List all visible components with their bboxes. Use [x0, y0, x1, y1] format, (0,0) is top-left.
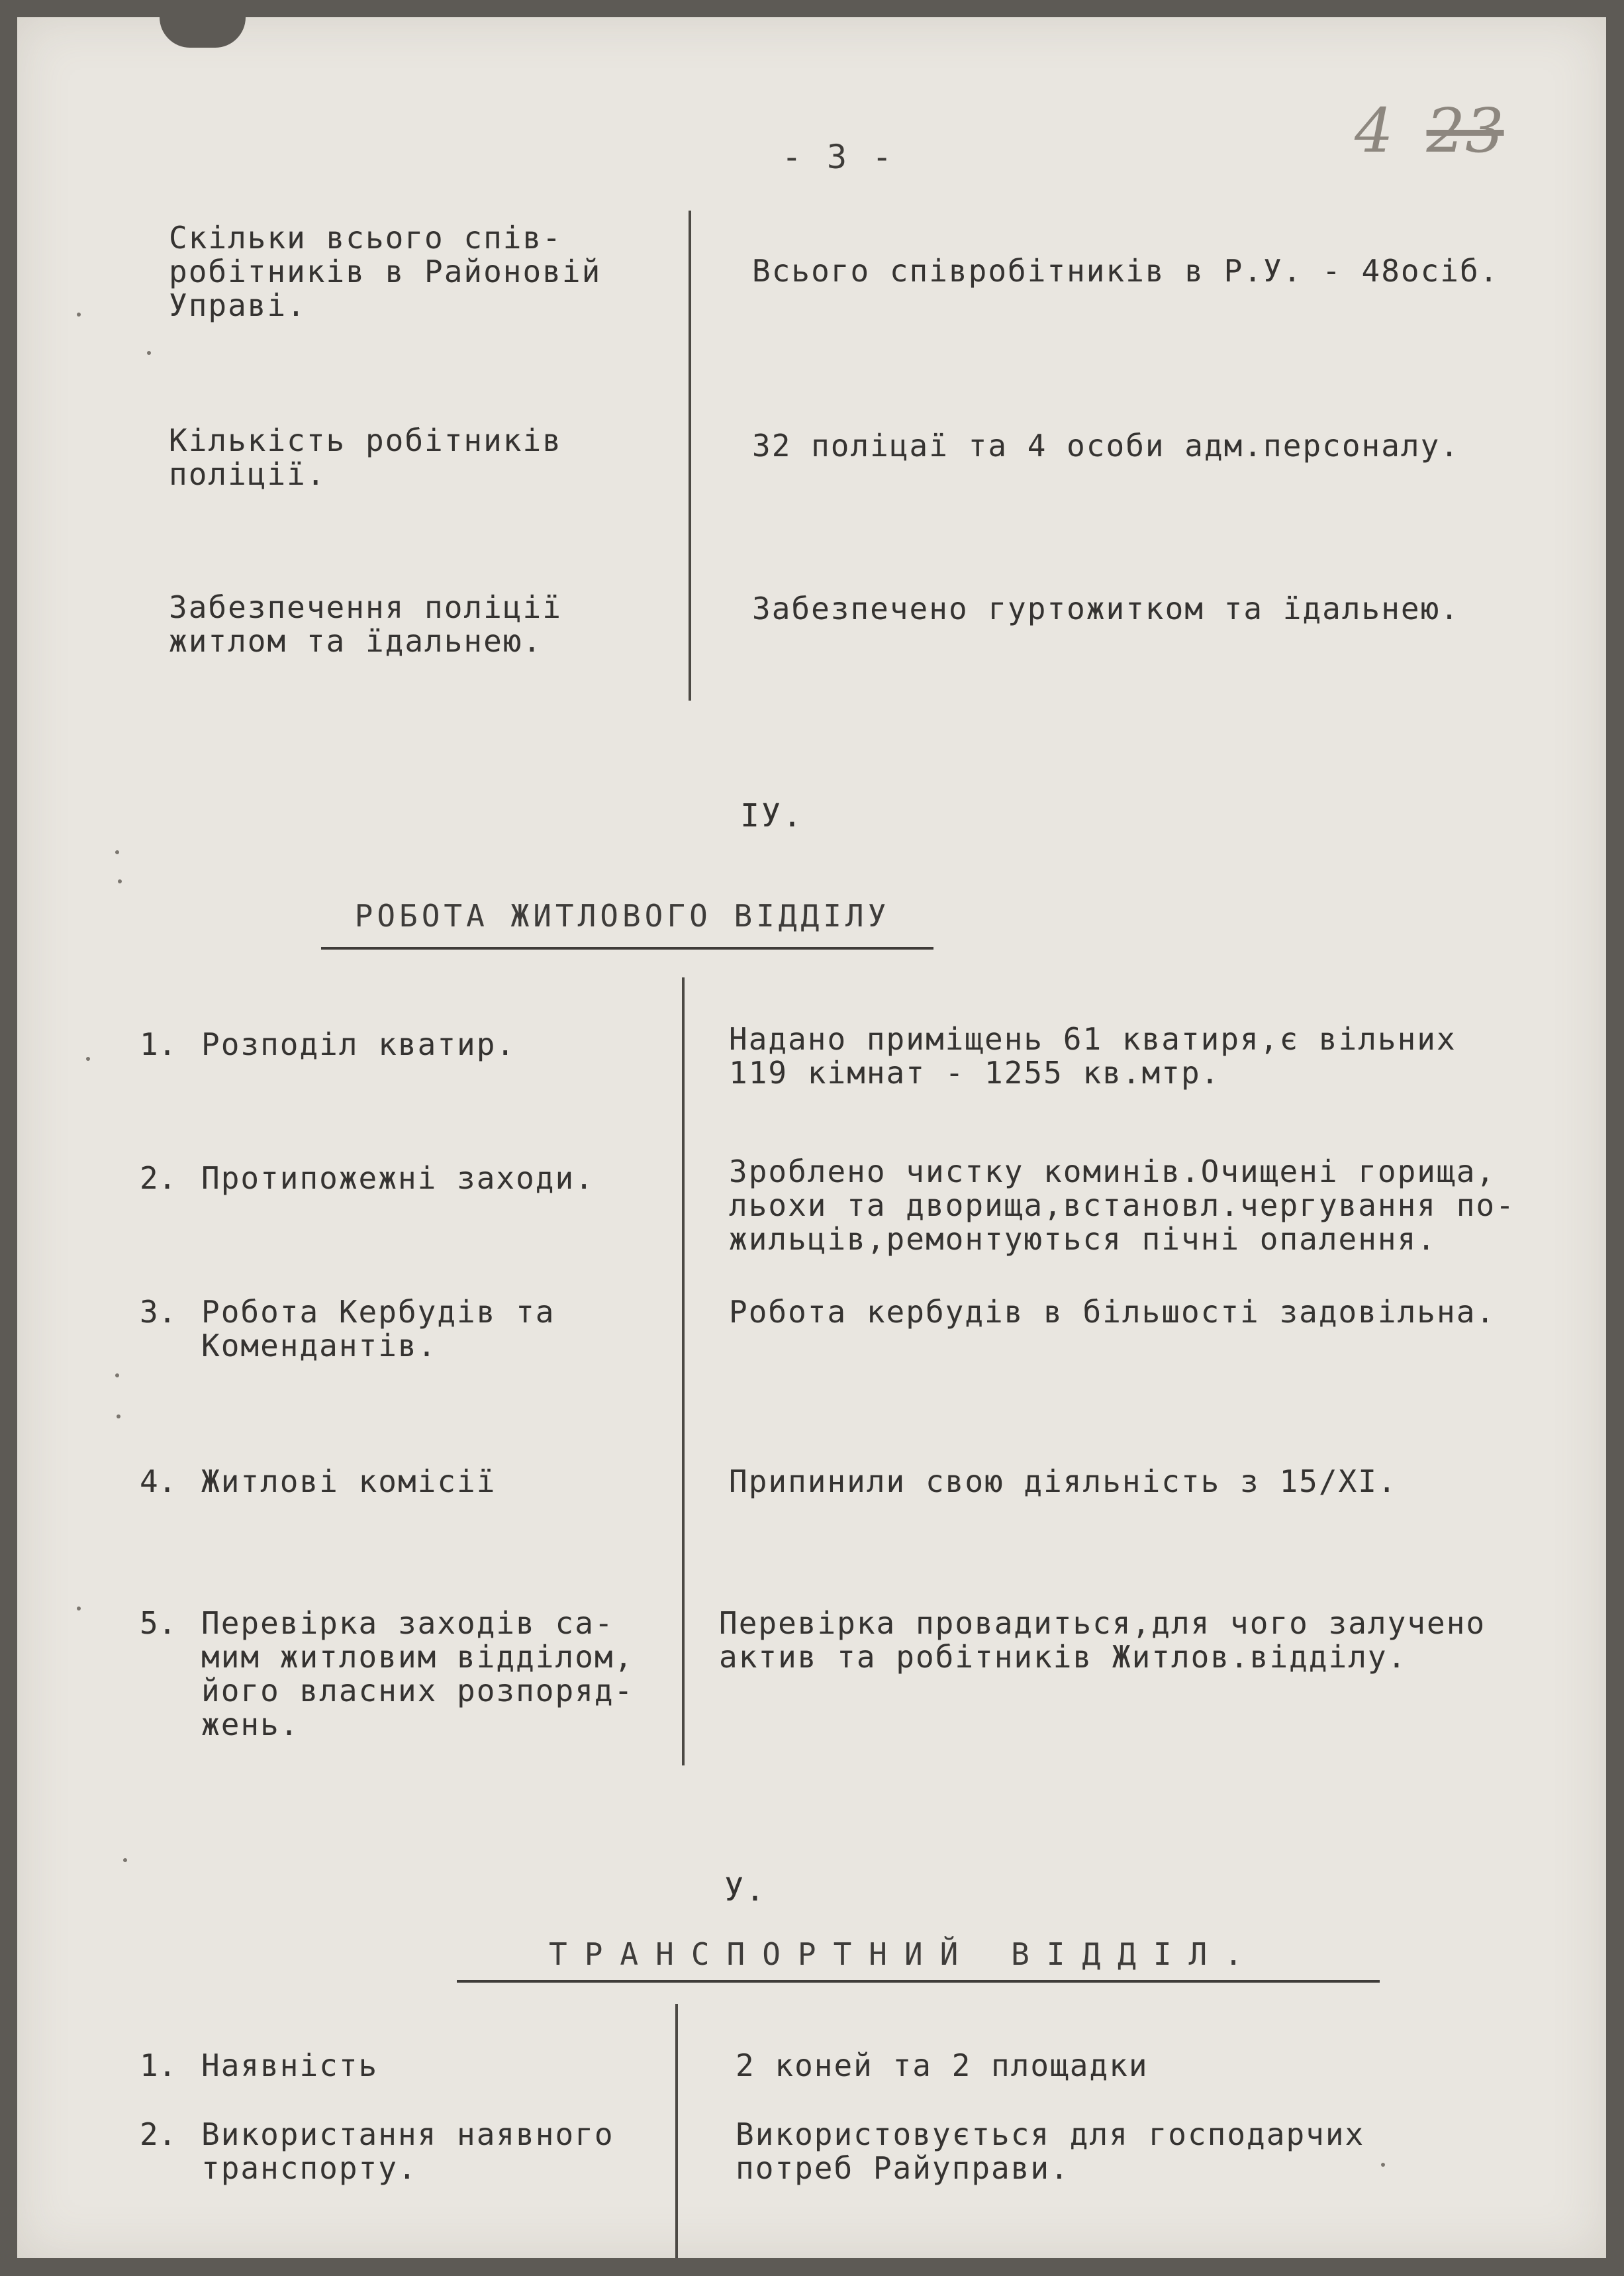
- column-divider: [675, 2004, 678, 2258]
- section5-title: ТРАНСПОРТНИЙ ВІДДІЛ.: [549, 1936, 1260, 1972]
- table-row-question: Житлові комісії: [201, 1463, 497, 1499]
- document-page: [17, 17, 1606, 2258]
- table-row-answer: Робота кербудів в більшості задовільна.: [729, 1294, 1496, 1330]
- column-divider: [689, 211, 691, 701]
- paper-speck: [147, 351, 151, 355]
- paper-speck: [123, 1858, 127, 1862]
- row-number: 1.: [140, 1026, 177, 1062]
- table-row-answer: Перевірка провадиться,для чого залучено актив та робітників Житлов.відділу.: [719, 1605, 1486, 1675]
- section4-numeral: IУ.: [740, 797, 804, 834]
- table-row-question: Забезпечення поліції житлом та їдальнею.: [169, 589, 562, 659]
- archive-handwritten-mark: [1355, 95, 1504, 166]
- table-row-question: Кількість робітників поліції.: [169, 422, 562, 492]
- paper-speck: [77, 313, 81, 317]
- table-row-question: Наявність: [201, 2048, 379, 2083]
- row-number: 3.: [140, 1294, 177, 1330]
- paper-speck: [1381, 2163, 1385, 2167]
- paper-speck: [118, 879, 122, 883]
- table-row-answer: Зроблено чистку коминів.Очищені горища, льохи та дворища,встановл.чергування по- жильців,ремонтуються пічні опалення.: [729, 1154, 1515, 1257]
- table-row-question: Використання наявного транспорту.: [201, 2116, 614, 2186]
- row-number: 1.: [140, 2048, 177, 2083]
- archive-struck-number: 23: [1426, 95, 1504, 166]
- table-row-question: Перевірка заходів са- мим житловим відділом, його власних розпоряд- жень.: [201, 1605, 634, 1742]
- torn-corner: [160, 17, 246, 48]
- page-number: - 3 -: [781, 138, 895, 176]
- table-row-answer: Надано приміщень 61 кватиря,є вільних 119 кімнат - 1255 кв.мтр.: [729, 1021, 1457, 1091]
- paper-speck: [115, 1373, 119, 1377]
- paper-speck: [77, 1607, 81, 1610]
- paper-speck: [117, 1414, 120, 1418]
- table-row-answer: Припинили свою діяльність з 15/XI.: [729, 1463, 1398, 1499]
- paper-speck: [115, 850, 119, 854]
- column-divider: [682, 977, 685, 1765]
- paper-speck: [86, 1057, 90, 1061]
- section5-title-underline: [457, 1980, 1380, 1983]
- section5-numeral: У.: [724, 1871, 767, 1908]
- section4-title-underline: [321, 947, 933, 950]
- archive-number: 4: [1355, 95, 1394, 166]
- table-row-question: Робота Кербудів та Комендантів.: [201, 1294, 555, 1363]
- table-row-answer: 32 поліцаї та 4 особи адм.персоналу.: [752, 428, 1460, 464]
- row-number: 4.: [140, 1463, 177, 1499]
- row-number: 5.: [140, 1605, 177, 1641]
- row-number: 2.: [140, 2116, 177, 2152]
- table-row-answer: Забезпечено гуртожитком та їдальнею.: [752, 591, 1460, 626]
- table-row-answer: Всього співробітників в Р.У. - 48осіб.: [752, 253, 1500, 289]
- table-row-answer: 2 коней та 2 площадки: [736, 2048, 1149, 2083]
- table-row-question: Протипожежні заходи.: [201, 1160, 595, 1196]
- table-row-question: Скільки всього спів- робітників в Районовій Управі.: [169, 220, 602, 323]
- table-row-question: Розподіл кватир.: [201, 1026, 516, 1062]
- row-number: 2.: [140, 1160, 177, 1196]
- section4-title: РОБОТА ЖИТЛОВОГО ВІДДІЛУ: [354, 898, 890, 934]
- table-row-answer: Використовується для господарчих потреб Райуправи.: [736, 2116, 1365, 2186]
